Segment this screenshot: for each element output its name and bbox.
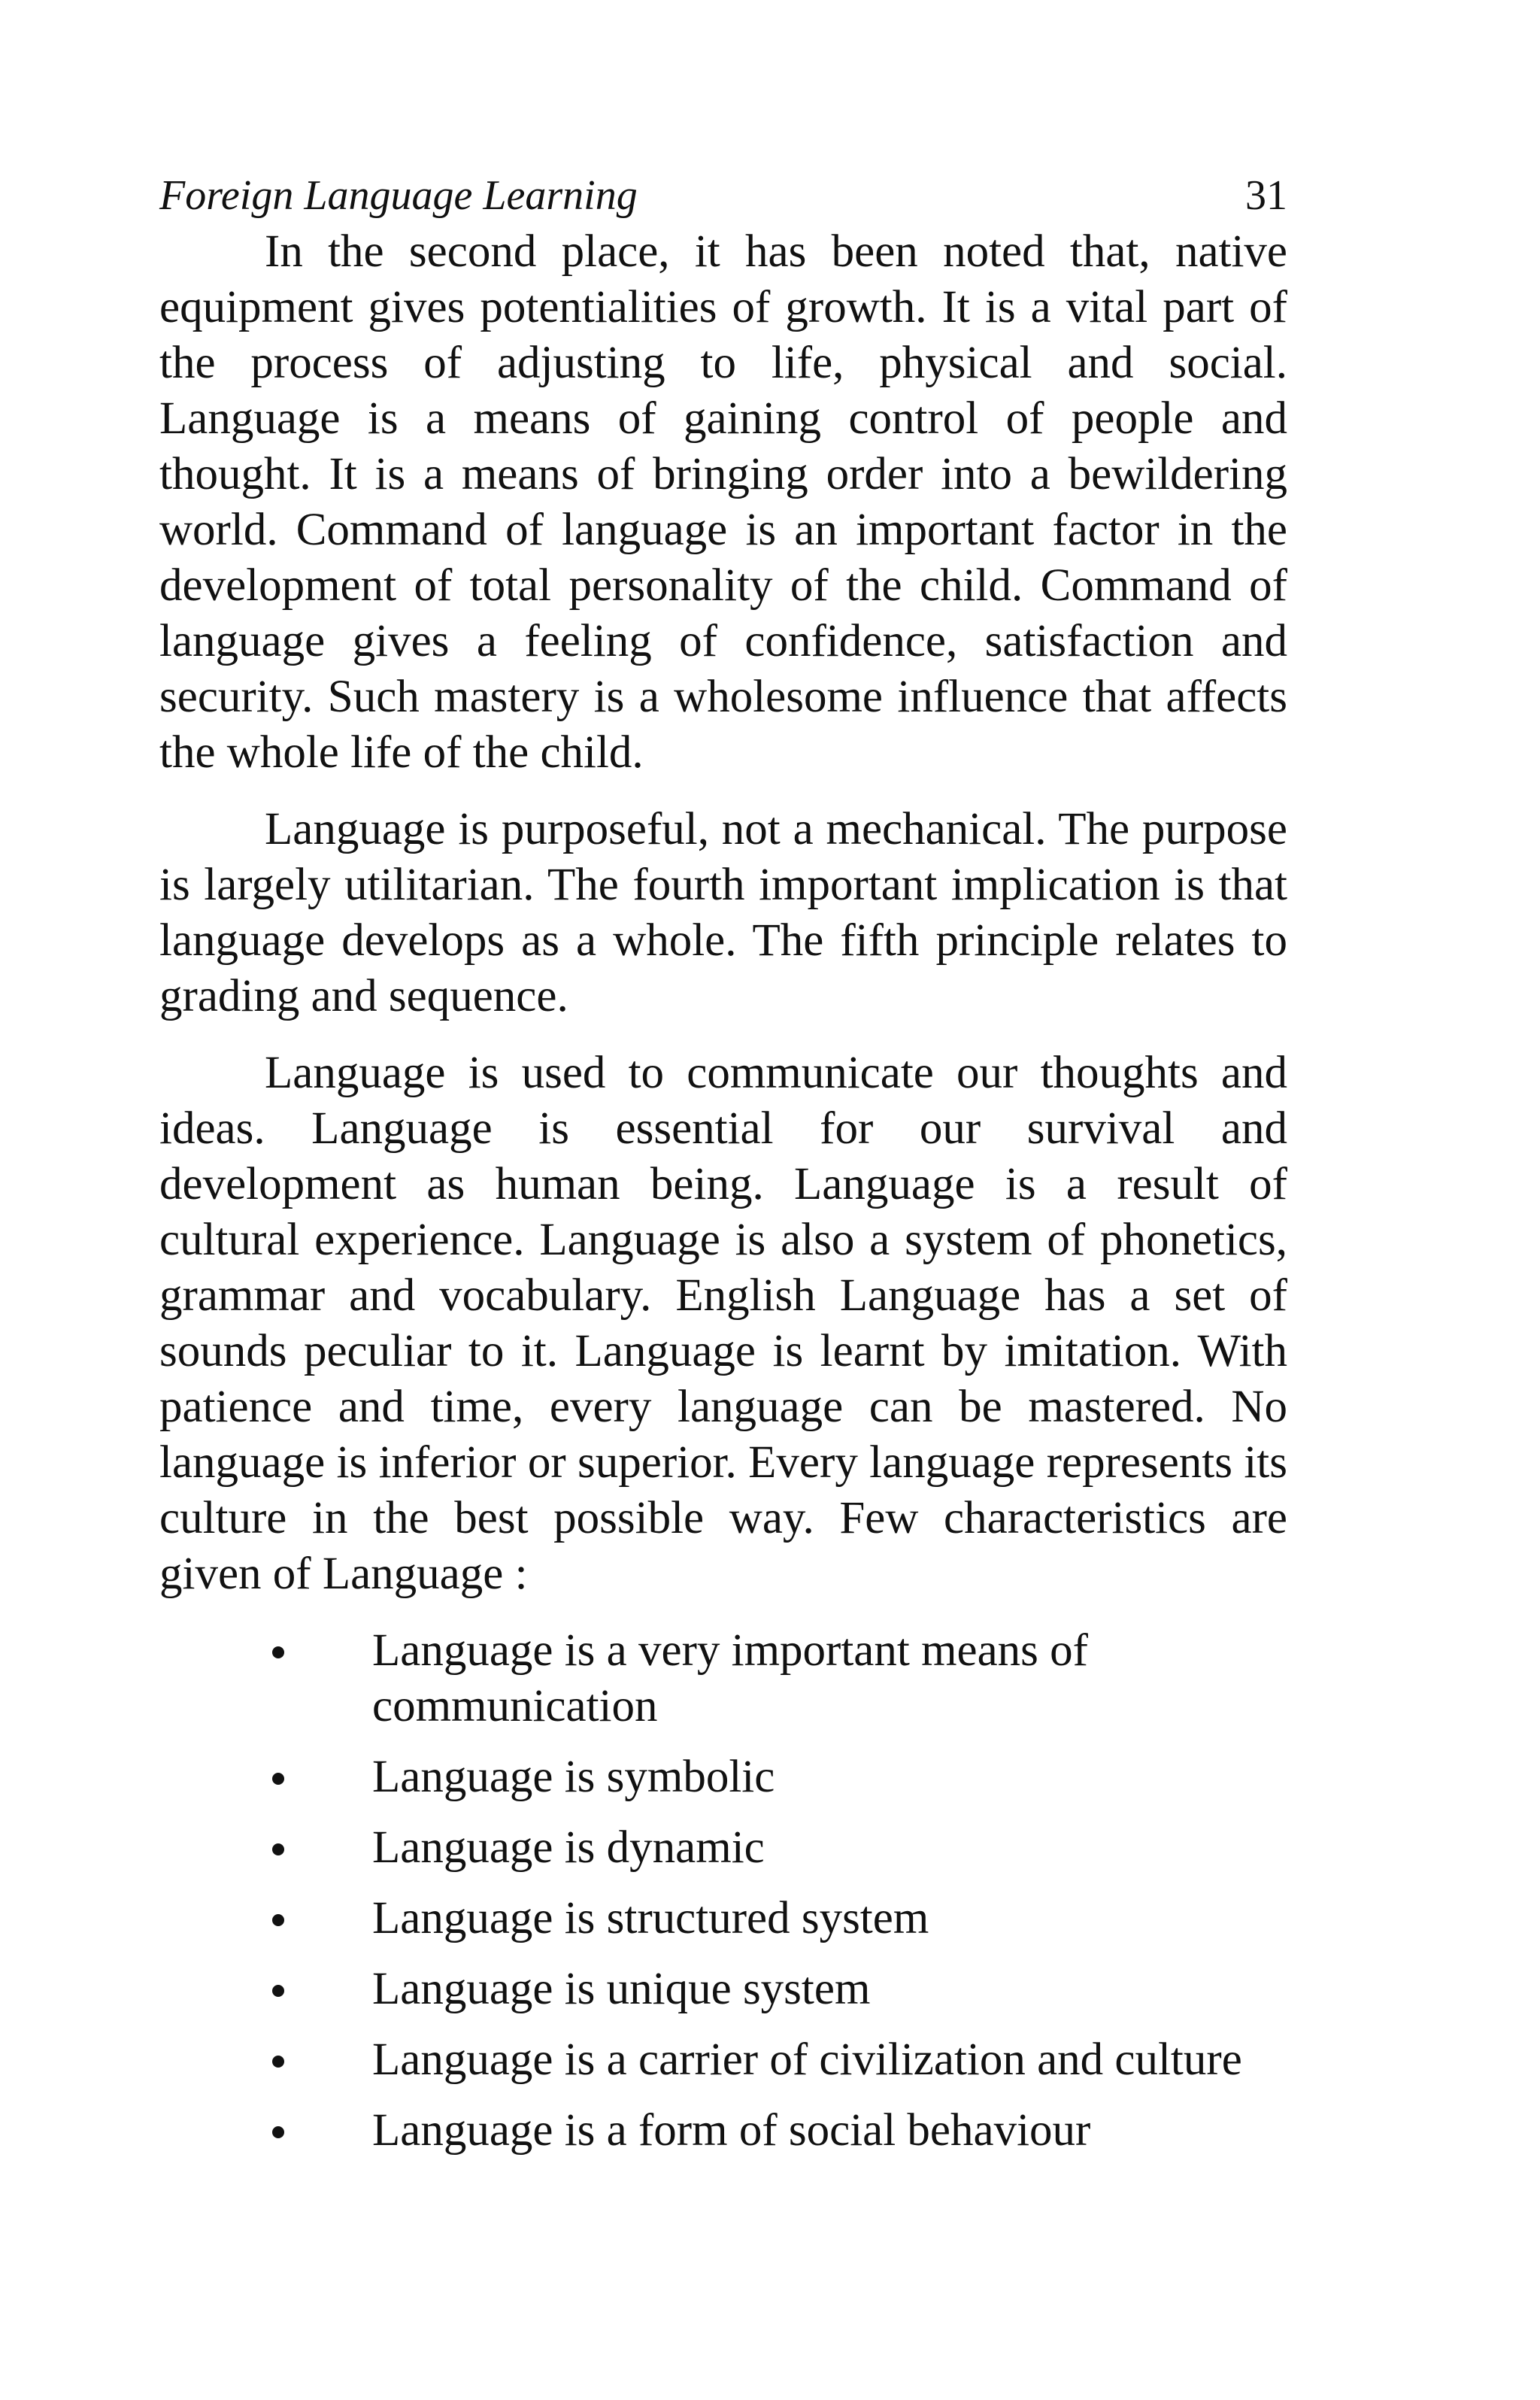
list-item [159, 1749, 1287, 1805]
list-item-text: Language is dynamic [372, 1822, 765, 1873]
list-item [159, 2032, 1287, 2088]
body-text [159, 224, 1287, 1602]
bullet-icon [272, 1773, 284, 1785]
paragraph: In the second place, it has been noted that, native equipment gives potentialities of growth. It is a vital part of the process of adjusting to life, physical and social. Language is a means of gaining control of people and thought. It is a means of bringing order into a bewildering world. Command of language is an important factor in the development of total personality of the child. Command of language gives a feeling of confidence, satisfaction and security. Such mastery is a wholesome influence that affects the whole life of the child. [159, 226, 1287, 778]
list-item-text: Language is symbolic [372, 1752, 775, 1802]
list-item-text: Language is a carrier of civilization and culture [372, 2034, 1242, 2085]
bullet-icon [272, 2126, 284, 2138]
list-item [159, 1623, 1287, 1734]
list-item-text: Language is a very important means of communication [372, 1625, 1088, 1731]
paragraph: Language is used to communicate our thoughts and ideas. Language is essential for our survival and development as human being. Language is a result of cultural experience. Language is also a system of phonetics, grammar and vocabulary. English Language has a set of sounds peculiar to it. Language is learnt by imitation. With patience and time, every language can be mastered. No language is inferior or superior. Every language represents its culture in the best possible way. Few characteristics are given of Language : [159, 1048, 1287, 1599]
book-page [159, 158, 1287, 2174]
bullet-icon [272, 1646, 284, 1658]
list-item-text: Language is a form of social behaviour [372, 2105, 1091, 2156]
bullet-icon [272, 2056, 284, 2068]
characteristics-list [159, 1623, 1287, 2159]
list-item [159, 1962, 1287, 2017]
bullet-icon [272, 1985, 284, 1997]
list-item-text: Language is structured system [372, 1893, 929, 1943]
list-item [159, 2103, 1287, 2159]
list-item [159, 1820, 1287, 1876]
running-header [159, 158, 1287, 233]
list-item-text: Language is unique system [372, 1964, 871, 2014]
list-item [159, 1891, 1287, 1946]
running-title: Foreign Language Learning [159, 172, 638, 219]
bullet-icon [272, 1914, 284, 1926]
bullet-icon [272, 1843, 284, 1855]
page-number: 31 [1245, 172, 1287, 219]
paragraph: Language is purposeful, not a mechanical. The purpose is largely utilitarian. The fourth important implication is that language develops as a whole. The fifth principle relates to grading and sequence. [159, 804, 1287, 1021]
